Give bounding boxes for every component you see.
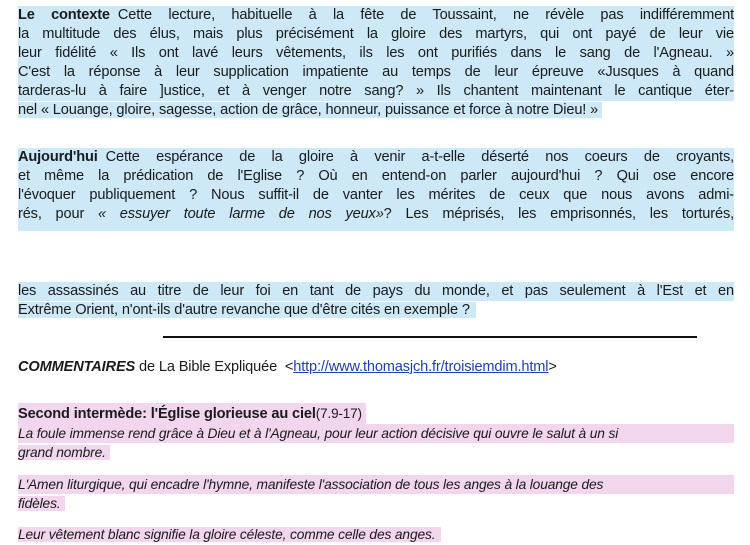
contexte-line-4: C'est la réponse à leur supplication impatiente au temps de leur épreuve «Jusques à quand (18, 64, 734, 80)
horizontal-divider (163, 336, 697, 338)
contexte-label: Le contexte (18, 7, 110, 23)
aujourdhui-line-1: Aujourd'hui Cette espérance de la gloire à venir a-t-elle déserté nos coeurs de croyants, (18, 149, 734, 165)
contexte-line-3: leur fidélité « Ils ont lavé leurs vêtements, ils les ont purifiés dans le sang de l'Agneau. » (18, 45, 734, 61)
intermede-p2-line-1: L'Amen liturgique, qui encadre l'hymne, manifeste l'association de tous les anges à la louange des (18, 475, 734, 494)
intermede-heading: Second intermède: l'Église glorieuse au ciel(7.9-17) (18, 403, 734, 424)
contexte-line-1: Le contexte Cette lecture, habituelle à la fête de Toussaint, ne révèle pas indifféremment (18, 7, 734, 23)
contexte-line-5: tarderas-lu à faire ]ustice, et à venger notre sang? » Ils chantent maintenant le cantique éter- (18, 83, 734, 99)
intermede-p1-line-2: grand nombre. (18, 443, 734, 462)
aujourdhui-label: Aujourd'hui (18, 149, 98, 165)
intermede-p3: Leur vêtement blanc signifie la gloire céleste, comme celle des anges. (18, 525, 734, 544)
aujourdhui-line-5: les assassinés au titre de leur foi en tant de pays du monde, et pas seulement à l'Est et en (18, 283, 734, 299)
commentaires-title: COMMENTAIRES (18, 359, 136, 375)
aujourdhui-line-3: l'évoquer publiquement ? Nous suffit-il de vanter les mérites de ceux que nous avons admi- (18, 187, 734, 203)
contexte-line-6: nel « Louange, gloire, sagesse, action de grâce, honneur, puissance et force à notre Dieu! » (18, 101, 730, 120)
aujourdhui-line-2: et même la prédication de l'Eglise ? Où en entend-on parler aujourd'hui ? Qui ose encore (18, 168, 734, 184)
source-link[interactable]: http://www.thomasjch.fr/troisiemdim.html (293, 359, 549, 375)
aujourdhui-line-4: rés, pour « essuyer toute larme de nos yeux»? Les méprisés, les emprisonnés, les torturés, (18, 205, 734, 231)
contexte-line-2: la multitude des élus, mais plus précisément la gloire des martyrs, qui ont payé de leur vie (18, 26, 734, 42)
commentaires-source: de La Bible Expliquée (139, 359, 278, 375)
aujourdhui-line-6: Extrême Orient, n'ont-ils d'autre revanche que d'être cités en exemple ? (18, 301, 734, 320)
intermede-p1-line-1: La foule immense rend grâce à Dieu et à l'Agneau, pour leur action décisive qui ouvre le salut à un si (18, 424, 734, 443)
intermede-p2-line-2: fidèles. (18, 494, 734, 513)
